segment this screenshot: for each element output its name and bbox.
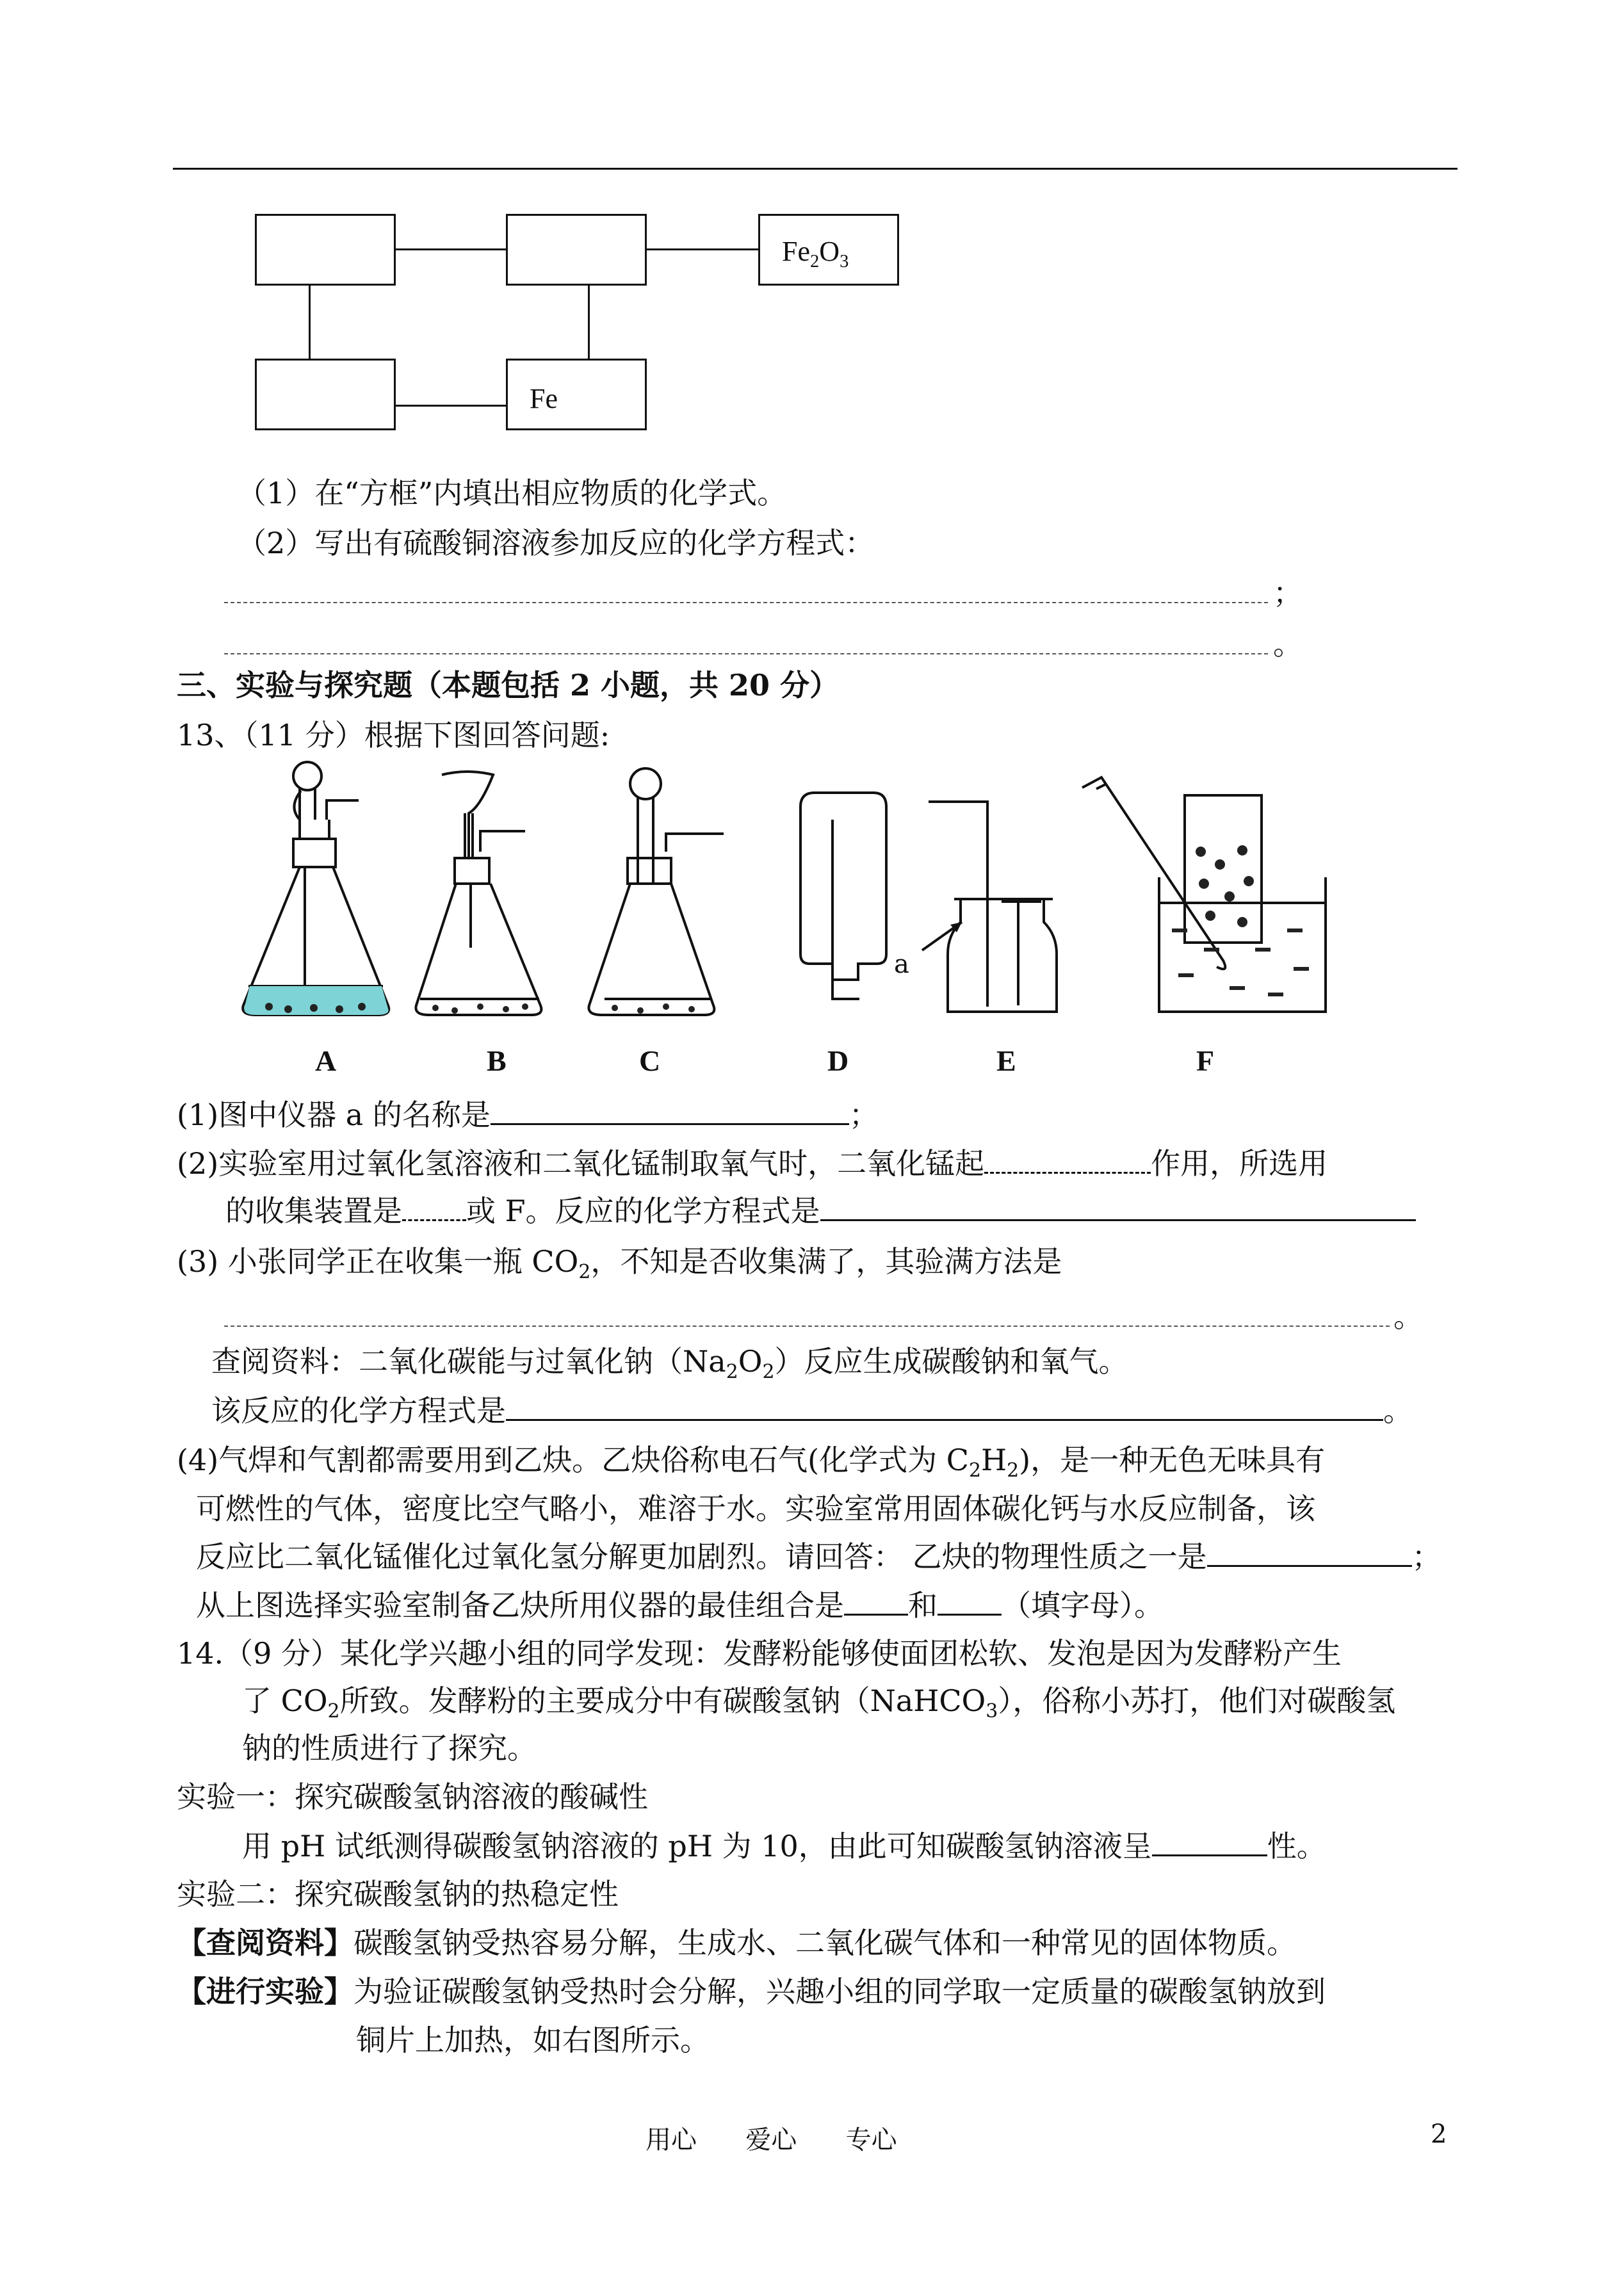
q13-p2-equation: 或 F。反应的化学方程式是 [466,1194,820,1228]
q13-p1-end: ； [849,1098,879,1132]
answer-line-co2-end: 。 [1393,1299,1423,1334]
apparatus-a [243,762,389,1015]
apparatus-f [1082,777,1326,1012]
q14-l2-a: 了 CO [242,1683,328,1718]
p4-combo: 从上图选择实验室制备乙炔所用仪器的最佳组合是 [196,1588,844,1623]
label-F: F [1196,1044,1215,1077]
answer-line-co2 [224,1326,1390,1327]
subscript: 2 [726,1361,738,1384]
p4-text-3: )，是一种无色无味具有 [1019,1443,1326,1477]
blank-mno2-role[interactable] [984,1144,1151,1174]
q14-l2-b: 所致。发酵粉的主要成分中有碳酸氢钠（NaHCO [339,1683,986,1718]
subscript: 3 [986,1700,998,1723]
p4-fill: （填字母）。 [1002,1588,1164,1623]
link-v1 [309,286,311,359]
q13-part1 [177,1095,879,1134]
ref-text-2: O [738,1344,763,1379]
blank-o2-equation[interactable] [820,1191,1416,1221]
p4-text-2: H [980,1443,1007,1477]
q13-p1-text: (1)图中仪器 a 的名称是 [177,1098,491,1132]
link-h1 [396,248,506,250]
answer-line-1 [224,602,1268,603]
q14-l2-c: ），俗称小苏打，他们对碳酸氢 [998,1683,1396,1718]
q13-p3-text: (3) 小张同学正在收集一瓶 CO [177,1244,579,1279]
q13-part3 [177,1242,1062,1292]
label-a-mark: a [894,950,909,979]
diagram-box-top-left [255,214,396,286]
subscript: 2 [810,251,820,272]
subscript: 3 [840,251,849,272]
blank-collect-device[interactable] [402,1191,466,1221]
footer-motto: 用心 爱心 专心 [646,2125,897,2155]
label-E: E [996,1044,1016,1077]
label-D: D [827,1044,849,1077]
p4-physical: 反应比二氧化锰催化过氧化氢分解更加剧烈。请回答： 乙炔的物理性质之一是 [196,1539,1207,1574]
reference-material [177,1924,1296,1962]
q13-reaction-equation [211,1391,1413,1430]
blank-acidity[interactable] [1152,1826,1267,1856]
q14-line1: 14.（9 分）某化学兴趣小组的同学发现：发酵粉能够使面团松软、发泡是因为发酵粉产生 [177,1636,1342,1671]
diagram-box-fe [506,359,647,430]
ref-content: 碳酸氢钠受热容易分解，生成水、二氧化碳气体和一种常见的固体物质。 [353,1926,1296,1960]
ref-tag: 【查阅资料】 [177,1926,353,1960]
q13-p2-text-b: 作用，所选用 [1151,1146,1328,1181]
ref-text-1: 查阅资料：二氧化碳能与过氧化钠（Na [211,1344,726,1379]
fe2o3-o: O [819,236,840,267]
apparatus-e [922,802,1057,1012]
blank-physical-property[interactable] [1207,1537,1412,1567]
diagram-box-top-middle [506,214,647,286]
experiment-procedure [177,1972,1326,2011]
subscript: 2 [762,1361,775,1384]
q13-head: 13、（11 分）根据下图回答问题: [177,718,610,752]
q13-part4-line2: 可燃性的气体，密度比空气略小，难溶于水。实验室常用固体碳化钙与水反应制备，该 [196,1491,1315,1526]
q12-part2: （2）写出有硫酸铜溶液参加反应的化学方程式： [237,526,875,560]
subscript: 2 [327,1700,340,1723]
answer-line-2 [224,653,1268,654]
section-3-title: 三、实验与探究题（本题包括 2 小题，共 20 分） [177,668,840,702]
ref-text-3: ）反应生成碳酸钠和氧气。 [774,1344,1128,1379]
p4-text-1: (4)气焊和气割都需要用到乙炔。乙炔俗称电石气(化学式为 C [177,1443,969,1477]
experiment-1-text [242,1826,1326,1865]
q13-p2-text: (2)实验室用过氧化氢溶液和二氧化锰制取氧气时，二氧化锰起 [177,1146,985,1181]
exp1-text: 用 pH 试纸测得碳酸氢钠溶液的 pH 为 10，由此可知碳酸氢钠溶液呈 [242,1829,1152,1863]
fe2o3-text: Fe [782,236,810,267]
q13-part4-line4 [196,1585,1164,1625]
apparatus-figure [231,756,1415,1050]
p4-physical-end: ； [1411,1539,1441,1574]
exp1-end: 性。 [1267,1829,1326,1863]
experiment-procedure-2: 铜片上加热，如右图所示。 [356,2023,710,2057]
fe-text: Fe [530,383,558,414]
experiment-2-title: 实验二：探究碳酸氢钠的热稳定性 [177,1877,619,1911]
link-v2 [588,286,590,359]
answer-line-2-end: 。 [1273,627,1303,661]
q12-part1: （1）在“方框”内填出相应物质的化学式。 [237,476,787,510]
blank-na2o2-equation[interactable] [506,1391,1383,1421]
q13-reference [211,1342,1128,1391]
reaction-end: 。 [1383,1393,1413,1428]
blank-combo-1[interactable] [844,1585,908,1616]
blank-combo-2[interactable] [938,1585,1002,1616]
procedure-content: 为验证碳酸氢钠受热时会分解，兴趣小组的同学取一定质量的碳酸氢钠放到 [353,1974,1326,2009]
header-rule [173,168,1458,170]
answer-line-1-end: ； [1273,576,1303,610]
apparatus-d [800,793,886,999]
diagram-box-fe2o3 [758,214,899,286]
link-h2 [647,248,758,250]
link-h3 [396,405,506,407]
experiment-1-title: 实验一：探究碳酸氢钠溶液的酸碱性 [177,1780,648,1814]
blank-instrument-a[interactable] [491,1095,849,1125]
page-number: 2 [1431,2120,1447,2149]
subscript: 2 [578,1261,591,1284]
q13-part4-line3 [196,1537,1441,1576]
diagram-box-bottom-left [255,359,396,430]
q14-line2 [242,1682,1395,1731]
procedure-tag: 【进行实验】 [177,1974,353,2009]
label-C: C [639,1044,661,1077]
q13-part2-line2 [225,1191,1416,1230]
subscript: 2 [1007,1459,1019,1482]
label-A: A [315,1044,337,1077]
apparatus-c [589,768,724,1015]
q14-line3: 钠的性质进行了探究。 [242,1731,537,1765]
q13-part2 [177,1144,1328,1183]
q13-part4-line1 [177,1441,1325,1490]
label-B: B [487,1044,507,1077]
q13-p3-text-b: ，不知是否收集满了，其验满方法是 [590,1244,1062,1279]
subscript: 2 [968,1459,981,1482]
reaction-label: 该反应的化学方程式是 [211,1393,506,1428]
q13-p2-collect: 的收集装置是 [225,1194,402,1228]
apparatus-b [416,772,541,1015]
p4-and: 和 [908,1588,938,1623]
